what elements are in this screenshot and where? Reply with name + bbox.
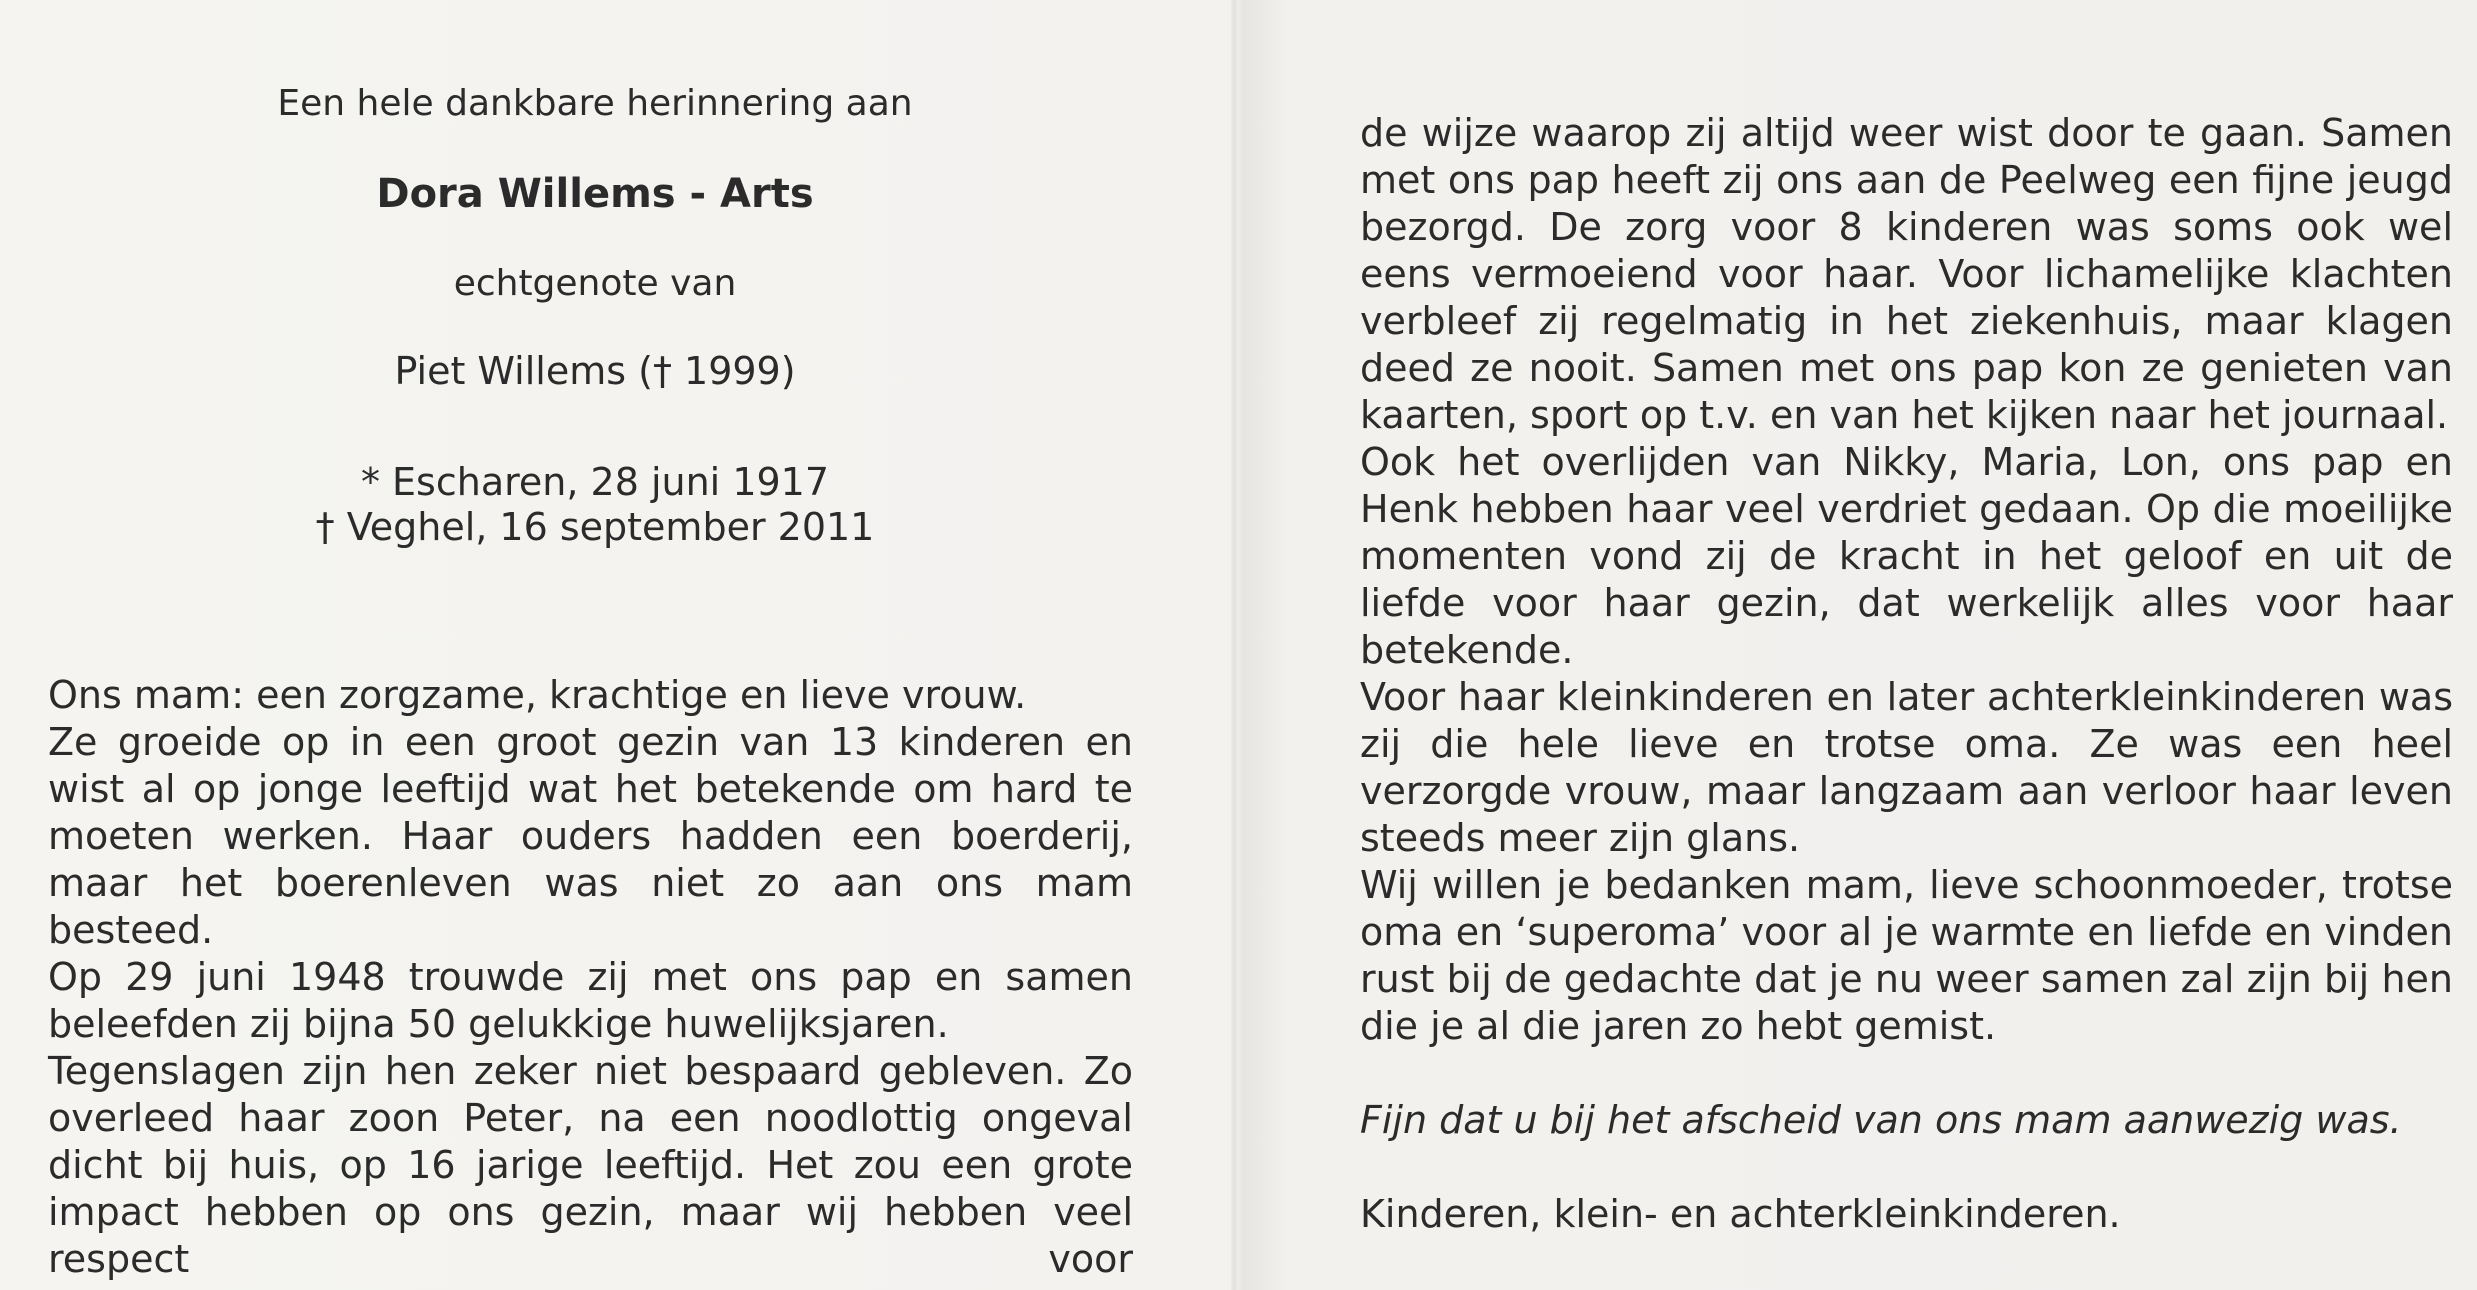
right-column-text bbox=[1360, 110, 2453, 1238]
right-paragraph: Voor haar kleinkinderen en later achterkleinkinderen was zij die hele lieve en trotse oma. Ze was een heel verzorgde vrouw, maar langzaam aan verloor haar leven steeds meer zijn glans. bbox=[1360, 675, 2453, 860]
signoff-line: Kinderen, klein- en achterkleinkinderen. bbox=[1360, 1192, 2121, 1236]
closing-line: Fijn dat u bij het afscheid van ons mam aanwezig was. bbox=[1360, 1098, 2402, 1142]
card-header bbox=[190, 78, 1000, 550]
left-column-text bbox=[48, 672, 1133, 1283]
right-paragraph: de wijze waarop zij altijd weer wist door te gaan. Samen met ons pap heeft zij ons aan de Peelweg een fijne jeugd bezorgd. De zorg voor 8 kinderen was soms ook wel eens vermoeiend voor haar. Voor lichamelijke klachten verbleef zij regelmatig in het ziekenhuis, maar klagen deed ze nooit. Samen met ons pap kon ze genieten van kaarten, sport op t.v. en van het kijken naar het journaal. bbox=[1360, 111, 2453, 437]
birth-date: * Escharen, 28 juni 1917 bbox=[360, 460, 830, 504]
left-paragraph: Op 29 juni 1948 trouwde zij met ons pap en samen beleefden zij bijna 50 gelukkige huwelijksjaren. bbox=[48, 955, 1133, 1046]
left-paragraph: Ze groeide op in een groot gezin van 13 kinderen en wist al op jonge leeftijd wat het betekende om hard te moeten werken. Haar ouders hadden een boerderij, maar het boerenleven was niet zo aan ons mam besteed. bbox=[48, 720, 1133, 952]
spouse-label: echtgenote van bbox=[453, 263, 737, 304]
intro-text: Een hele dankbare herinnering aan bbox=[277, 83, 913, 124]
left-paragraph: Tegenslagen zijn hen zeker niet bespaard gebleven. Zo overleed haar zoon Peter, na een noodlottig ongeval dicht bij huis, op 16 jarige leeftijd. Het zou een grote impact hebben op ons gezin, maar wij hebben veel respect voor bbox=[48, 1049, 1133, 1281]
card-fold bbox=[1231, 0, 1237, 1290]
right-paragraph: Ook het overlijden van Nikky, Maria, Lon, ons pap en Henk hebben haar veel verdriet gedaan. Op die moeilijke momenten vond zij de kracht in het geloof en uit de liefde voor haar gezin, dat werkelijk alles voor haar betekende. bbox=[1360, 440, 2453, 672]
left-paragraph: Ons mam: een zorgzame, krachtige en lieve vrouw. bbox=[48, 673, 1027, 717]
death-date: † Veghel, 16 september 2011 bbox=[315, 505, 875, 549]
deceased-name: Dora Willems - Arts bbox=[376, 171, 814, 217]
spouse-name: Piet Willems († 1999) bbox=[394, 349, 796, 393]
right-paragraph: Wij willen je bedanken mam, lieve schoonmoeder, trotse oma en ‘superoma’ voor al je warmte en liefde en vinden rust bij de gedachte dat je nu weer samen zal zijn bij hen die je al die jaren zo hebt gemist. bbox=[1360, 863, 2453, 1048]
